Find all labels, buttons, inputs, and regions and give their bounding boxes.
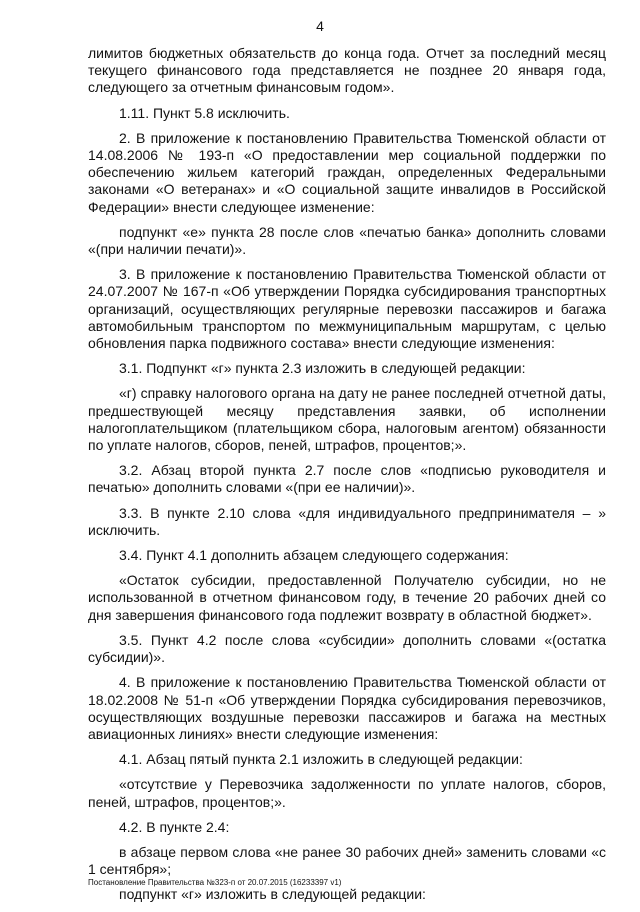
document-footer: Постановление Правительства №323-п от 20.07.2015 (16233397 v1) [88,878,342,887]
paragraph: 4.1. Абзац пятый пункта 2.1 изложить в следующей редакции: [119,751,523,768]
paragraph: 3.1. Подпункт «г» пункта 2.3 изложить в следующей редакции: [119,360,526,377]
paragraph: «г) справку налогового органа на дату не ранее последней отчетной даты, предшествующей месяцу представления заявки, об исполнении налогоплательщиком (плательщиком сбора, налоговым агентом) обязанности по уплате налогов, сборов, пеней, штрафов, процентов;». [88,385,606,454]
paragraph: подпункт «г» изложить в следующей редакции: [119,886,426,903]
paragraph: 3.5. Пункт 4.2 после слова «субсидии» дополнить словами «(остатка субсидии)». [88,631,606,666]
document-body [88,45,606,912]
paragraph: 3.2. Абзац второй пункта 2.7 после слов «подписью руководителя и печатью» дополнить словами «(при ее наличии)». [88,462,606,496]
page-number: 4 [316,18,324,34]
paragraph: 3.4. Пункт 4.1 дополнить абзацем следующего содержания: [119,547,509,564]
paragraph: 2. В приложение к постановлению Правительства Тюменской области от 14.08.2006 № 193-п «О предоставлении мер социальной поддержки по обеспечению жильем категорий граждан, определенных Федеральными законами «О ветеранах» и «О социальной защите инвалидов в Российской Федерации» внести следующее изменение: [88,129,606,215]
paragraph: 4.2. В пункте 2.4: [119,818,230,835]
paragraph: 3. В приложение к постановлению Правительства Тюменской области от 24.07.2007 № 167-п «Об утверждении Порядка субсидирования транспортных организаций, осуществляющих регулярные перевозки пассажиров и багажа автомобильным транспортом по межмуниципальным маршрутам, с целью обновления парка подвижного состава» внести следующие изменения: [88,266,606,352]
paragraph: «отсутствие у Перевозчика задолженности по уплате налогов, сборов, пеней, штрафов, процентов;». [88,776,606,810]
paragraph: лимитов бюджетных обязательств до конца года. Отчет за последний месяц текущего финансового года представляется не позднее 20 января года, следующего за отчетным финансовым годом». [88,45,606,96]
paragraph: в абзаце первом слова «не ранее 30 рабочих дней» заменить словами «с 1 сентября»; [88,843,606,878]
paragraph: «Остаток субсидии, предоставленной Получателю субсидии, но не использованной в отчетном финансовом году, в течение 20 рабочих дней со дня завершения финансового года подлежит возврату в областной бюджет». [88,572,606,623]
paragraph: подпункт «е» пункта 28 после слов «печатью банка» дополнить словами «(при наличии печати)». [88,223,606,258]
paragraph: 4. В приложение к постановлению Правительства Тюменской области от 18.02.2008 № 51-п «Об утверждении Порядка субсидирования перевозчиков, осуществляющих воздушные перевозки пассажиров и багажа на местных авиационных линиях» внести следующие изменения: [88,674,606,742]
paragraph: 1.11. Пункт 5.8 исключить. [119,104,290,121]
paragraph: 3.3. В пункте 2.10 слова «для индивидуального предпринимателя – » исключить. [88,504,606,538]
